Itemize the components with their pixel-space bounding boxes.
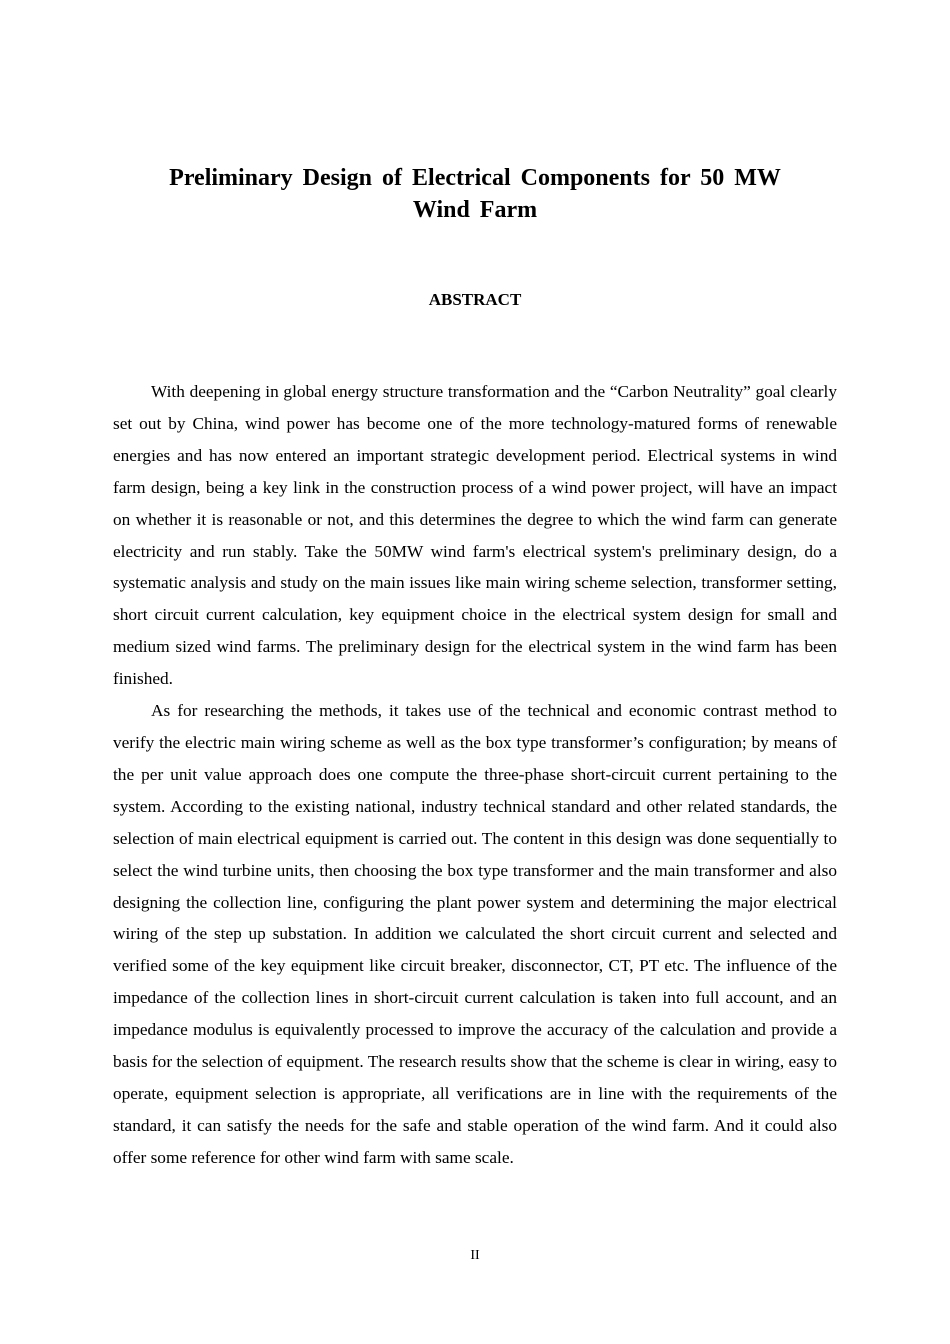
page-number: II [470,1248,480,1263]
abstract-paragraph: With deepening in global energy structure transformation and the “Carbon Neutrality” goal clearly set out by China, wind power has become one of the more technology-matured forms of renewable energies and has now entered an important strategic development period. Electrical systems in wind farm design, being a key link in the construction process of a wind power project, will have an impact on whether it is reasonable or not, and this determines the degree to which the wind farm can generate electricity and run stably. Take the 50MW wind farm's electrical system's preliminary design, do a systematic analysis and study on the main issues like main wiring scheme selection, transformer setting, short circuit current calculation, key equipment choice in the electrical system design for small and medium sized wind farms. The preliminary design for the electrical system in the wind farm has been finished. [113,382,837,689]
abstract-paragraph: As for researching the methods, it takes use of the technical and economic contrast method to verify the electric main wiring scheme as well as the box type transformer’s configuration; by means of the per unit value approach does one compute the three-phase short-circuit current pertaining to the system. According to the existing national, industry technical standard and other related standards, the selection of main electrical equipment is carried out. The content in this design was done sequentially to select the wind turbine units, then choosing the box type transformer and the main transformer and also designing the collection line, configuring the plant power system and determining the major electrical wiring of the step up substation. In addition we calculated the short circuit current and selected and verified some of the key equipment like circuit breaker, disconnector, CT, PT etc. The influence of the impedance of the collection lines in short-circuit current calculation is taken into full account, and an impedance modulus is equivalently processed to improve the accuracy of the calculation and provide a basis for the selection of equipment. The research results show that the scheme is clear in wiring, easy to operate, equipment selection is appropriate, all verifications are in line with the requirements of the standard, it can satisfy the needs for the safe and stable operation of the wind farm. And it could also offer some reference for other wind farm with same scale. [113,701,837,1167]
abstract-heading: ABSTRACT [428,290,522,309]
document-title: Preliminary Design of Electrical Components for 50 MW Wind Farm [169,165,781,223]
abstract-body [113,376,837,1174]
